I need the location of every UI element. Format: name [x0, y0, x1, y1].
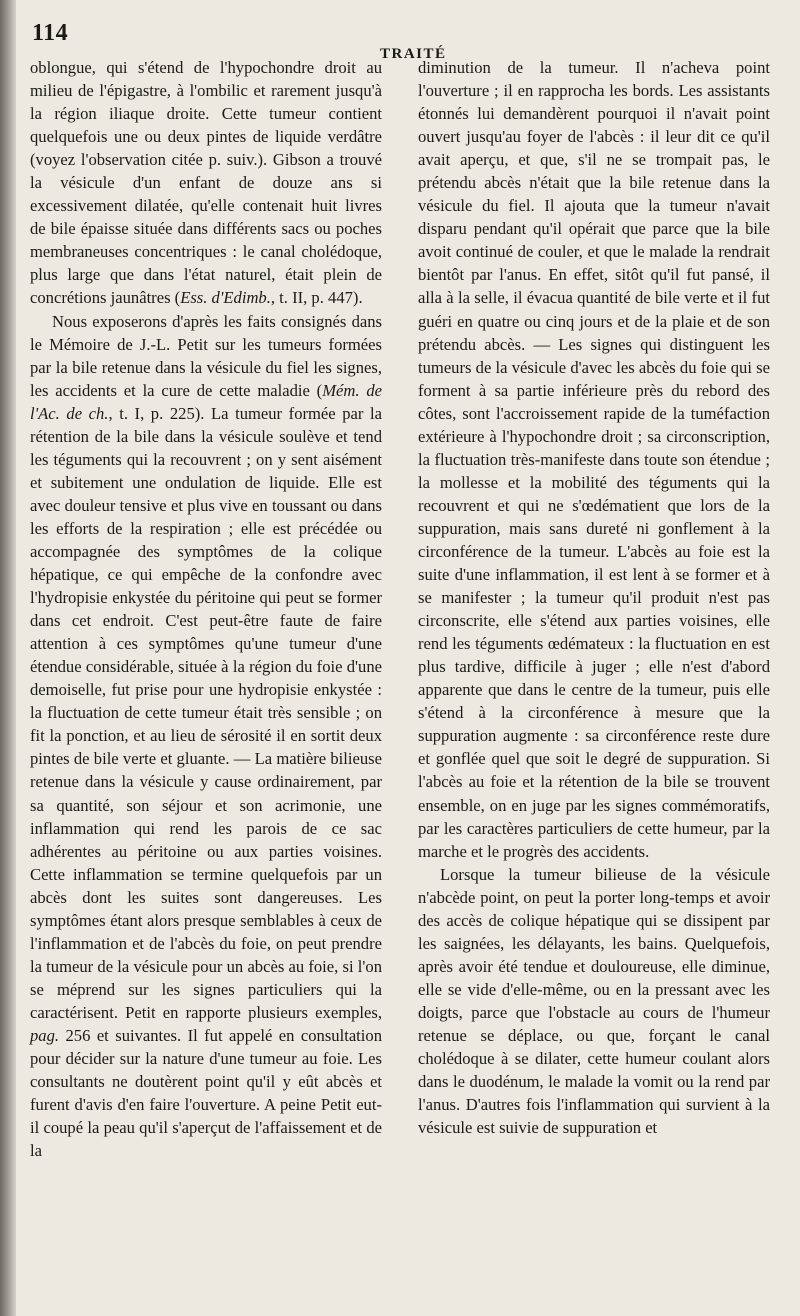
left-paragraph-2	[30, 310, 382, 1163]
left-column	[30, 56, 382, 1162]
left-p2-citation: Mém. de l'Ac. de ch.	[30, 380, 382, 423]
right-column	[418, 56, 770, 1139]
page-number: 114	[32, 20, 69, 46]
left-paragraph-1	[30, 56, 382, 310]
left-p2-tail: 256 et suivantes. Il fut appelé en consultation pour décider sur la nature d'une tumeur au foie. Les consultants ne doutèrent point qu'il y eût abcès et furent d'avis d'en faire l'ouverture. A peine Petit eut-il coupé la peau qu'il s'aperçut de l'affaissement et de la	[30, 1025, 382, 1161]
right-paragraph-1: diminution de la tumeur. Il n'acheva point l'ouverture ; il en rapprocha les bords. Les assistants étonnés lui demandèrent pourquoi il n'avait point ouvert jusqu'au foyer de l'abcès : il leur dit ce qu'il avait aperçu, et que, s'il ne se trompait pas, le prétendu abcès n'était que la bile retenue dans la vésicule du fiel. Il ajouta que la tumeur n'avait disparu pendant qu'il opérait que parce que la bile avoit continué de couler, et que le malade la rendrait bientôt par l'anus. En effet, sitôt qu'il fut pansé, il alla à la selle, il évacua quantité de bile verte et il fut guéri en quatre ou cinq jours et de la plaie et de son prétendu abcès. — Les signes qui distinguent les tumeurs de la vésicule d'avec les abcès du foie qui se forment à sa partie inférieure près du rebord des côtes, sont l'accroissement rapide de la tuméfaction extérieure à l'hypochondre droit ; sa circonscription, la fluctuation très-manifeste dans toute son étendue ; la mollesse et la mobilité des téguments qui la recouvrent et qui ne s'œdématient que lors de la suppuration, mais sans dureté ni gonflement à la circonférence de la tumeur. L'abcès au foie est la suite d'une inflammation, il est lent à se former et à se manifester ; la tumeur qu'il produit n'est pas circonscrite, elle s'étend aux parties voisines, elle rend les téguments œdémateux : la fluctuation en est plus tardive, difficile à juger ; elle n'est d'abord apparente que dans le centre de la tumeur, puis elle s'étend à la circonférence à mesure que la suppuration augmente : sa circonférence reste dure et gonflée quel que soit le degré de suppuration. Si l'abcès au foie et la rétention de la bile se trouvent ensemble, on en juge par les signes commémoratifs, par les caractères particuliers de cette humeur, par la marche et le progrès des accidents.	[418, 58, 770, 861]
right-paragraph-2: Lorsque la tumeur bilieuse de la vésicule n'abcède point, on peut la porter long-temps et avoir des accès de colique hépatique qui se dissipent par les saignées, les délayants, les bains. Quelquefois, après avoir été tendue et douloureuse, elle diminue, elle se vide d'elle-même, ou en la pressant avec les doigts, parce que l'obstacle au cours de l'humeur retenue se déplace, ou que, forçant le canal cholédoque à se dilater, cette humeur coulant alors dans le duodénum, le malade la vomit ou la rend par l'anus. D'autres fois l'inflammation qui survient à la vésicule est suivie de suppuration et	[418, 864, 770, 1138]
left-p2-end: , t. I, p. 225). La tumeur formée par la rétention de la bile dans la vésicule soulève et tend les téguments qui la recouvrent ; on y sent aisément et subitement une ondulation de liquide. Elle est avec douleur tensive et plus vive en toussant ou dans les efforts de la respiration ; elle est précédée ou accompagnée des symptômes de la colique hépatique, ce qui empêche de la confondre avec l'hydropisie enkystée du péritoine qui peut se former dans cet endroit. C'est peut-être faute de faire attention à ces symptômes qu'une tumeur d'une étendue considérable, située à la région du foie d'une demoiselle, fut prise pour une hydropisie enkystée : la fluctuation de cette tumeur était très sensible ; on fit la ponction, et au lieu de sérosité il en sortit deux pintes de bile verte et gluante. — La matière bilieuse retenue dans la vésicule y cause ordinairement, par sa quantité, son séjour et son acrimonie, une inflammation qui rend les parois de ce sac adhérentes au péritoine ou aux parties voisines. Cette inflammation se termine quelquefois par un abcès dont les suites sont dangereuses. Les symptômes étant alors presque semblables à ceux de l'inflammation et de l'abcès du foie, on peut prendre la tumeur de la vésicule pour un abcès au foie, si l'on se méprend sur les signes particuliers qui la caractérisent. Petit en rapporte plusieurs exemples,	[30, 403, 382, 1022]
book-binding-shadow	[0, 0, 16, 1316]
left-p1-end: , t. II, p. 447).	[270, 288, 363, 308]
running-title: TRAITÉ	[380, 46, 447, 62]
left-p2-pag: pag.	[30, 1025, 60, 1045]
left-p2-text: Nous exposerons d'après les faits consignés dans le Mémoire de J.-L. Petit sur les tumeurs formées par la bile retenue dans la vésicule du fiel les signes, les accidents et la cure de cette maladie (	[30, 311, 382, 400]
left-p1-text: oblongue, qui s'étend de l'hypochondre droit au milieu de l'épigastre, à l'ombilic et rarement jusqu'à la région iliaque droite. Cette tumeur contient quelquefois une ou deux pintes de liquide verdâtre (voyez l'observation citée p. suiv.). Gibson a trouvé la vésicule d'un enfant de douze ans si excessivement dilatée, qu'elle contenait huit livres de bile épaisse située dans différents sacs ou poches membraneuses concentriques : le canal cholédoque, plus large que dans l'état naturel, était plein de concrétions jaunâtres (	[30, 58, 382, 308]
left-p1-citation: Ess. d'Edimb.	[180, 288, 271, 308]
